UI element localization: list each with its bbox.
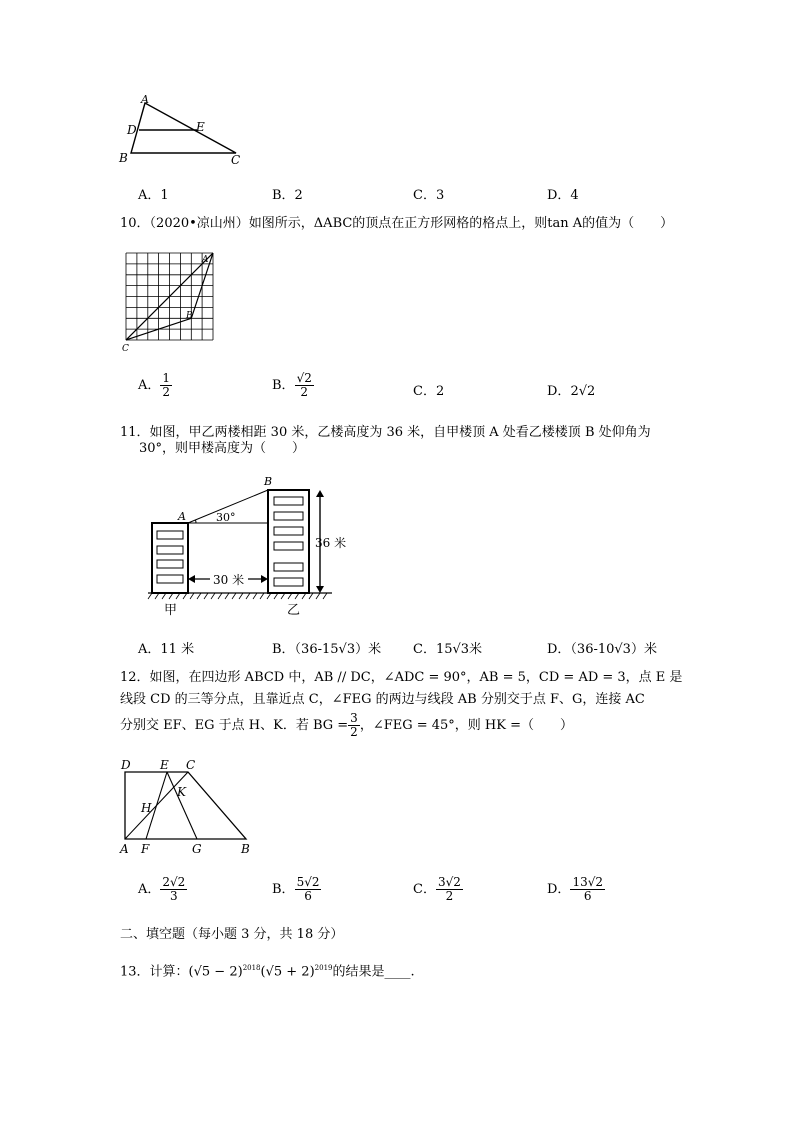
- q9-triangle-figure: [110, 92, 250, 170]
- q10-option-d: D．2√2: [547, 384, 596, 399]
- q9-option-b: B．2: [272, 188, 303, 203]
- q11-stem-line2: 30°，则甲楼高度为（ ）: [139, 441, 306, 456]
- q12-label-C: C: [186, 758, 196, 772]
- q9-label-E: E: [196, 120, 205, 134]
- q12-option-a: A． $\frac{2√2}{3}$: [138, 875, 186, 903]
- q12-option-b: B． $\frac{5√2}{6}$: [272, 875, 320, 903]
- q12-label-B: B: [241, 842, 250, 856]
- q10-label-B: B: [186, 311, 193, 321]
- q12-label-A: A: [120, 842, 129, 856]
- q11-option-d: D．（36-10√3）米: [547, 642, 657, 657]
- q12-option-c: C． $\frac{3√2}{2}$: [413, 875, 461, 903]
- q10-stem: 10．（2020•凉山州）如图所示，ΔABC的顶点在正方形网格的格点上，则tan A的值为（ ）: [120, 216, 674, 231]
- q9-label-A: A: [141, 93, 149, 106]
- q12-label-D: D: [121, 758, 131, 772]
- q10-label-A: A: [202, 255, 209, 265]
- q11-label-A: A: [178, 510, 186, 523]
- q9-option-d: D．4: [547, 188, 579, 203]
- q10-grid-figure: [118, 248, 223, 356]
- q10-option-b: B． $\frac{√2}{2}$: [272, 371, 312, 399]
- q11-option-b: B．（36-15√3）米: [272, 642, 382, 657]
- q10-option-a: A． $\frac{1}{2}$: [138, 371, 171, 399]
- q12-label-G: G: [192, 842, 202, 856]
- q9-label-B: B: [119, 151, 128, 165]
- q9-label-D: D: [127, 123, 137, 137]
- q12-stem-line1: 12．如图，在四边形 ABCD 中，AB // DC，∠ADC = 90°，AB = 5，CD = AD = 3，点 E 是: [120, 670, 683, 685]
- q12-stem-line3: 分别交 EF、EG 于点 H、K．若 BG = $\frac{3}{2}$ ，∠FEG = 45°，则 HK =（ ）: [120, 711, 574, 739]
- q11-label-distance: 30 米: [213, 573, 245, 587]
- q11-label-jia: 甲: [164, 603, 178, 618]
- q13-stem: 13．计算：$(√5 - 2)^{2018}(√5 + 2)^{2019}$的结果是____.: [120, 964, 415, 980]
- q11-option-c: C．15√3米: [413, 642, 483, 657]
- q11-buildings-figure: [140, 472, 347, 622]
- q11-label-angle: 30°: [216, 511, 236, 524]
- q12-label-K: K: [177, 785, 186, 799]
- q13-exp-a: 2018: [242, 964, 261, 972]
- q12-label-E: E: [160, 758, 169, 772]
- q12-label-H: H: [141, 801, 152, 815]
- q13-exp-b: 2019: [314, 964, 333, 972]
- q13-expr-a: (√5 − 2): [188, 964, 243, 980]
- q11-label-yi: 乙: [287, 603, 301, 618]
- q11-label-height: 36 米: [315, 536, 347, 550]
- q9-option-a: A．1: [138, 188, 169, 203]
- q11-option-a: A．11 米: [138, 642, 195, 657]
- q9-label-C: C: [231, 153, 241, 167]
- q10-label-C: C: [122, 344, 129, 354]
- q11-label-B: B: [264, 475, 273, 488]
- q12-option-d: D． $\frac{13√2}{6}$: [547, 875, 603, 903]
- q10-option-c: C．2: [413, 384, 445, 399]
- q13-expr-b: (√5 + 2): [260, 964, 315, 980]
- q12-stem-line2: 线段 CD 的三等分点，且靠近点 C，∠FEG 的两边与线段 AB 分别交于点 F、G，连接 AC: [120, 692, 645, 707]
- q11-stem-line1: 11．如图，甲乙两楼相距 30 米，乙楼高度为 36 米，自甲楼顶 A 处看乙楼楼顶 B 处仰角为: [120, 425, 651, 440]
- section-2-heading: 二、填空题（每小题 3 分，共 18 分）: [120, 927, 344, 942]
- q12-trapezoid-figure: [112, 752, 262, 862]
- q9-option-c: C．3: [413, 188, 445, 203]
- q12-label-F: F: [141, 842, 150, 856]
